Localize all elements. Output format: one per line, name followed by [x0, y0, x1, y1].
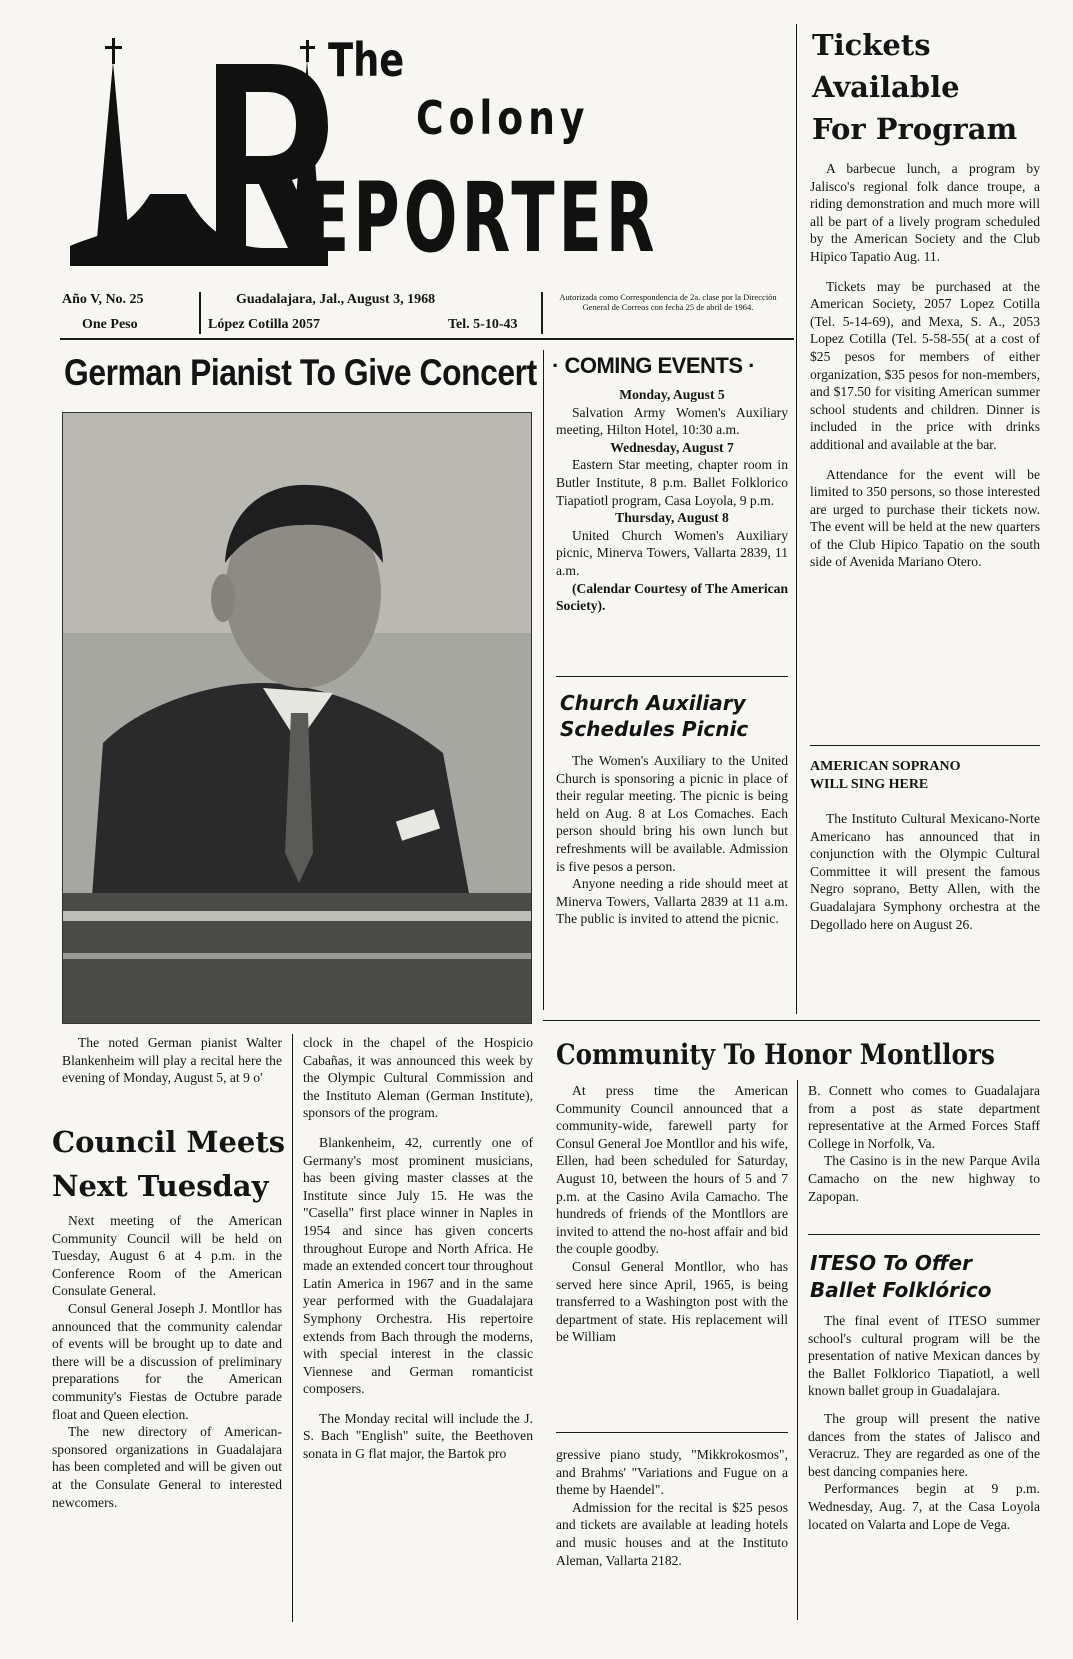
- church-article: The Women's Auxiliary to the United Church is sponsoring a picnic in place of their regular meeting. The picnic is being held on Aug. 8 at Los Comaches. Each person should bring his own lunch but refreshments will be available. Admission is five pesos a person. Anyone needing a ride should meet at Minerva Towers, Vallarta 2839 at 11 a.m. The public is invited to attend the picnic.: [556, 753, 788, 927]
- events-calendar: Monday, August 5 Salvation Army Women's Auxiliary meeting, Hilton Hotel, 10:30 a.m. Wednesday, August 7 Eastern Star meeting, chapter room in Butler Institute, 8 p.m. Ballet Folklorico Tiapatiotl program, Casa Loyola, 9 p.m. Thursday, August 8 United Church Women's Auxiliary picnic, Minerva Towers, Vallarta 2839, 11 a.m. (Calendar Courtesy of The American Society).: [556, 387, 788, 614]
- church-headline: Church Auxiliary Schedules Picnic: [560, 691, 749, 741]
- montllor-article-col2: B. Connett who comes to Guadalajara from a post as state department representative at the Armed Forces Staff College in Norfolk, Va. The Casino is in the new Parque Avila Camacho on the new highway to Zapopan.: [808, 1083, 1040, 1204]
- council-headline: Council Meets Next Tuesday: [52, 1125, 286, 1203]
- telephone: Tel. 5-10-43: [448, 317, 518, 332]
- pianist-photo-art: [63, 413, 531, 1023]
- tickets-headline: Tickets Available For Program: [812, 28, 1018, 146]
- soprano-article: The Instituto Cultural Mexicano-Norte Americano has announced that in conjunction with the Olympic Cultural Committee it will present the famous Negro soprano, Betty Allen, with the Guadalajara Symphony orchestra at the Degollado here on August 26.: [810, 811, 1040, 932]
- postal-notice: Autorizada como Correspondencia de 2a. clase por la Dirección General de Correos con fecha 25 de abril de 1964.: [559, 292, 777, 312]
- pianist-headline: German Pianist To Give Concert: [64, 352, 537, 393]
- pianist-article-col3: gressive piano study, "Mikkrokosmos", and Brahms' "Variations and Fugue on a theme by Haendel". Admission for the recital is $25 pesos and tickets are available at leading hotels and music houses and at the Instituto Aleman, Vallarta 2182.: [556, 1447, 788, 1568]
- issue-number: Año V, No. 25: [62, 292, 144, 307]
- masthead-colony: Colony: [416, 91, 590, 145]
- masthead-the: The: [328, 33, 405, 87]
- iteso-article: The final event of ITESO summer school's cultural program will be the presentation of native Mexican dances by the Ballet Folklorico Tiapatiotl, a well known ballet group in Guadalajara. The group will present the native dances from the states of Jalisco and Veracruz. They are regarded as one of the best dancing companies here. Performances begin at 9 p.m. Wednesday, Aug. 7, at the Casa Loyola located on Valarta and Lope de Vega.: [808, 1313, 1040, 1532]
- montllor-headline: Community To Honor Montllors: [556, 1038, 995, 1071]
- iteso-headline: ITESO To Offer Ballet Folklórico: [810, 1251, 992, 1302]
- council-article: Next meeting of the American Community Council will be held on Tuesday, August 6 at 4 p.m. in the Conference Room of the American Consulate General. Consul General Joseph J. Montllor has announced that the community calendar of events will be brought up to date and there will be a discussion of preliminary preparations for the American community's Fiestas de Octubre parade float and Queen election. The new directory of American-sponsored organizations in Guadalajara has been completed and will be given out at the Consulate General to interested newcomers.: [52, 1213, 282, 1510]
- city-date: Guadalajara, Jal., August 3, 1968: [236, 292, 436, 307]
- office-address: López Cotilla 2057: [208, 317, 320, 332]
- masthead-reporter: EPORTER: [306, 162, 659, 274]
- issue-price: One Peso: [82, 317, 138, 332]
- pianist-photo: [62, 412, 532, 1024]
- pianist-article-col2: clock in the chapel of the Hospicio Cabañas, it was announced this week by the Olympic Cultural Commission and the Instituto Aleman (German Institute), sponsors of the program. Blankenheim, 42, currently one of Germany's most prominent musicians, has been giving master classes at the Institute since July 15. He was the "Casella" first place winner in Naples in 1954 and since has given concerts throughout Europe and North Africa. He made an extended concert tour throughout Latin America in 1967 and in the same year performed with the Guadalajara Symphony Orchestra. His repertoire extends from Bach through the moderns, with special interest in the classic Viennese and German romanticist composers. The Monday recital will include the J. S. Bach "English" suite, the Beethoven sonata in G flat major, the Bartok pro: [303, 1035, 533, 1462]
- pianist-caption: The noted German pianist Walter Blankenheim will play a recital here the evening of Monday, August 5, at 9 o': [62, 1035, 282, 1086]
- montllor-article-col1: At press time the American Community Council announced that a community-wide, farewell party for Consul General Joe Montllor and his wife, Ellen, had been scheduled for Saturday, August 10, between the hours of 5 and 7 p.m. at the Casino Avila Camacho. The hundreds of friends of the Montllors are invited to attend the no-host affair and bid the couple goodby. Consul General Montllor, who has served here since April, 1965, is being transferred to a Washington post with the department of state. His replacement will be William: [556, 1083, 788, 1345]
- soprano-headline: AMERICAN SOPRANO WILL SING HERE: [810, 759, 961, 792]
- events-headline: · COMING EVENTS ·: [552, 353, 755, 378]
- tickets-article: A barbecue lunch, a program by Jalisco's regional folk dance troupe, a riding demonstration and much more will all be part of a lively program scheduled by the American Society and the Club Hipico Tapatio Aug. 11. Tickets may be purchased at the American Society, 2057 Lopez Cotilla (Tel. 5-14-69), and Mexa, S. A., 2053 Lopez Cotilla (Tel. 5-58-55( at a cost of $25 pesos for members of either organization, $35 pesos for non-members, and $17.50 for visiting American summer school students and children. Dinner is included in the price with drinks additional and available at the bar. Attendance for the event will be limited to 350 persons, so those interested are urged to purchase their tickets now. The event will be held at the new quarters of the Club Hipico Tapatio on the south side of Avenida Mariano Otero.: [810, 161, 1040, 570]
- masthead-logo: [66, 34, 331, 268]
